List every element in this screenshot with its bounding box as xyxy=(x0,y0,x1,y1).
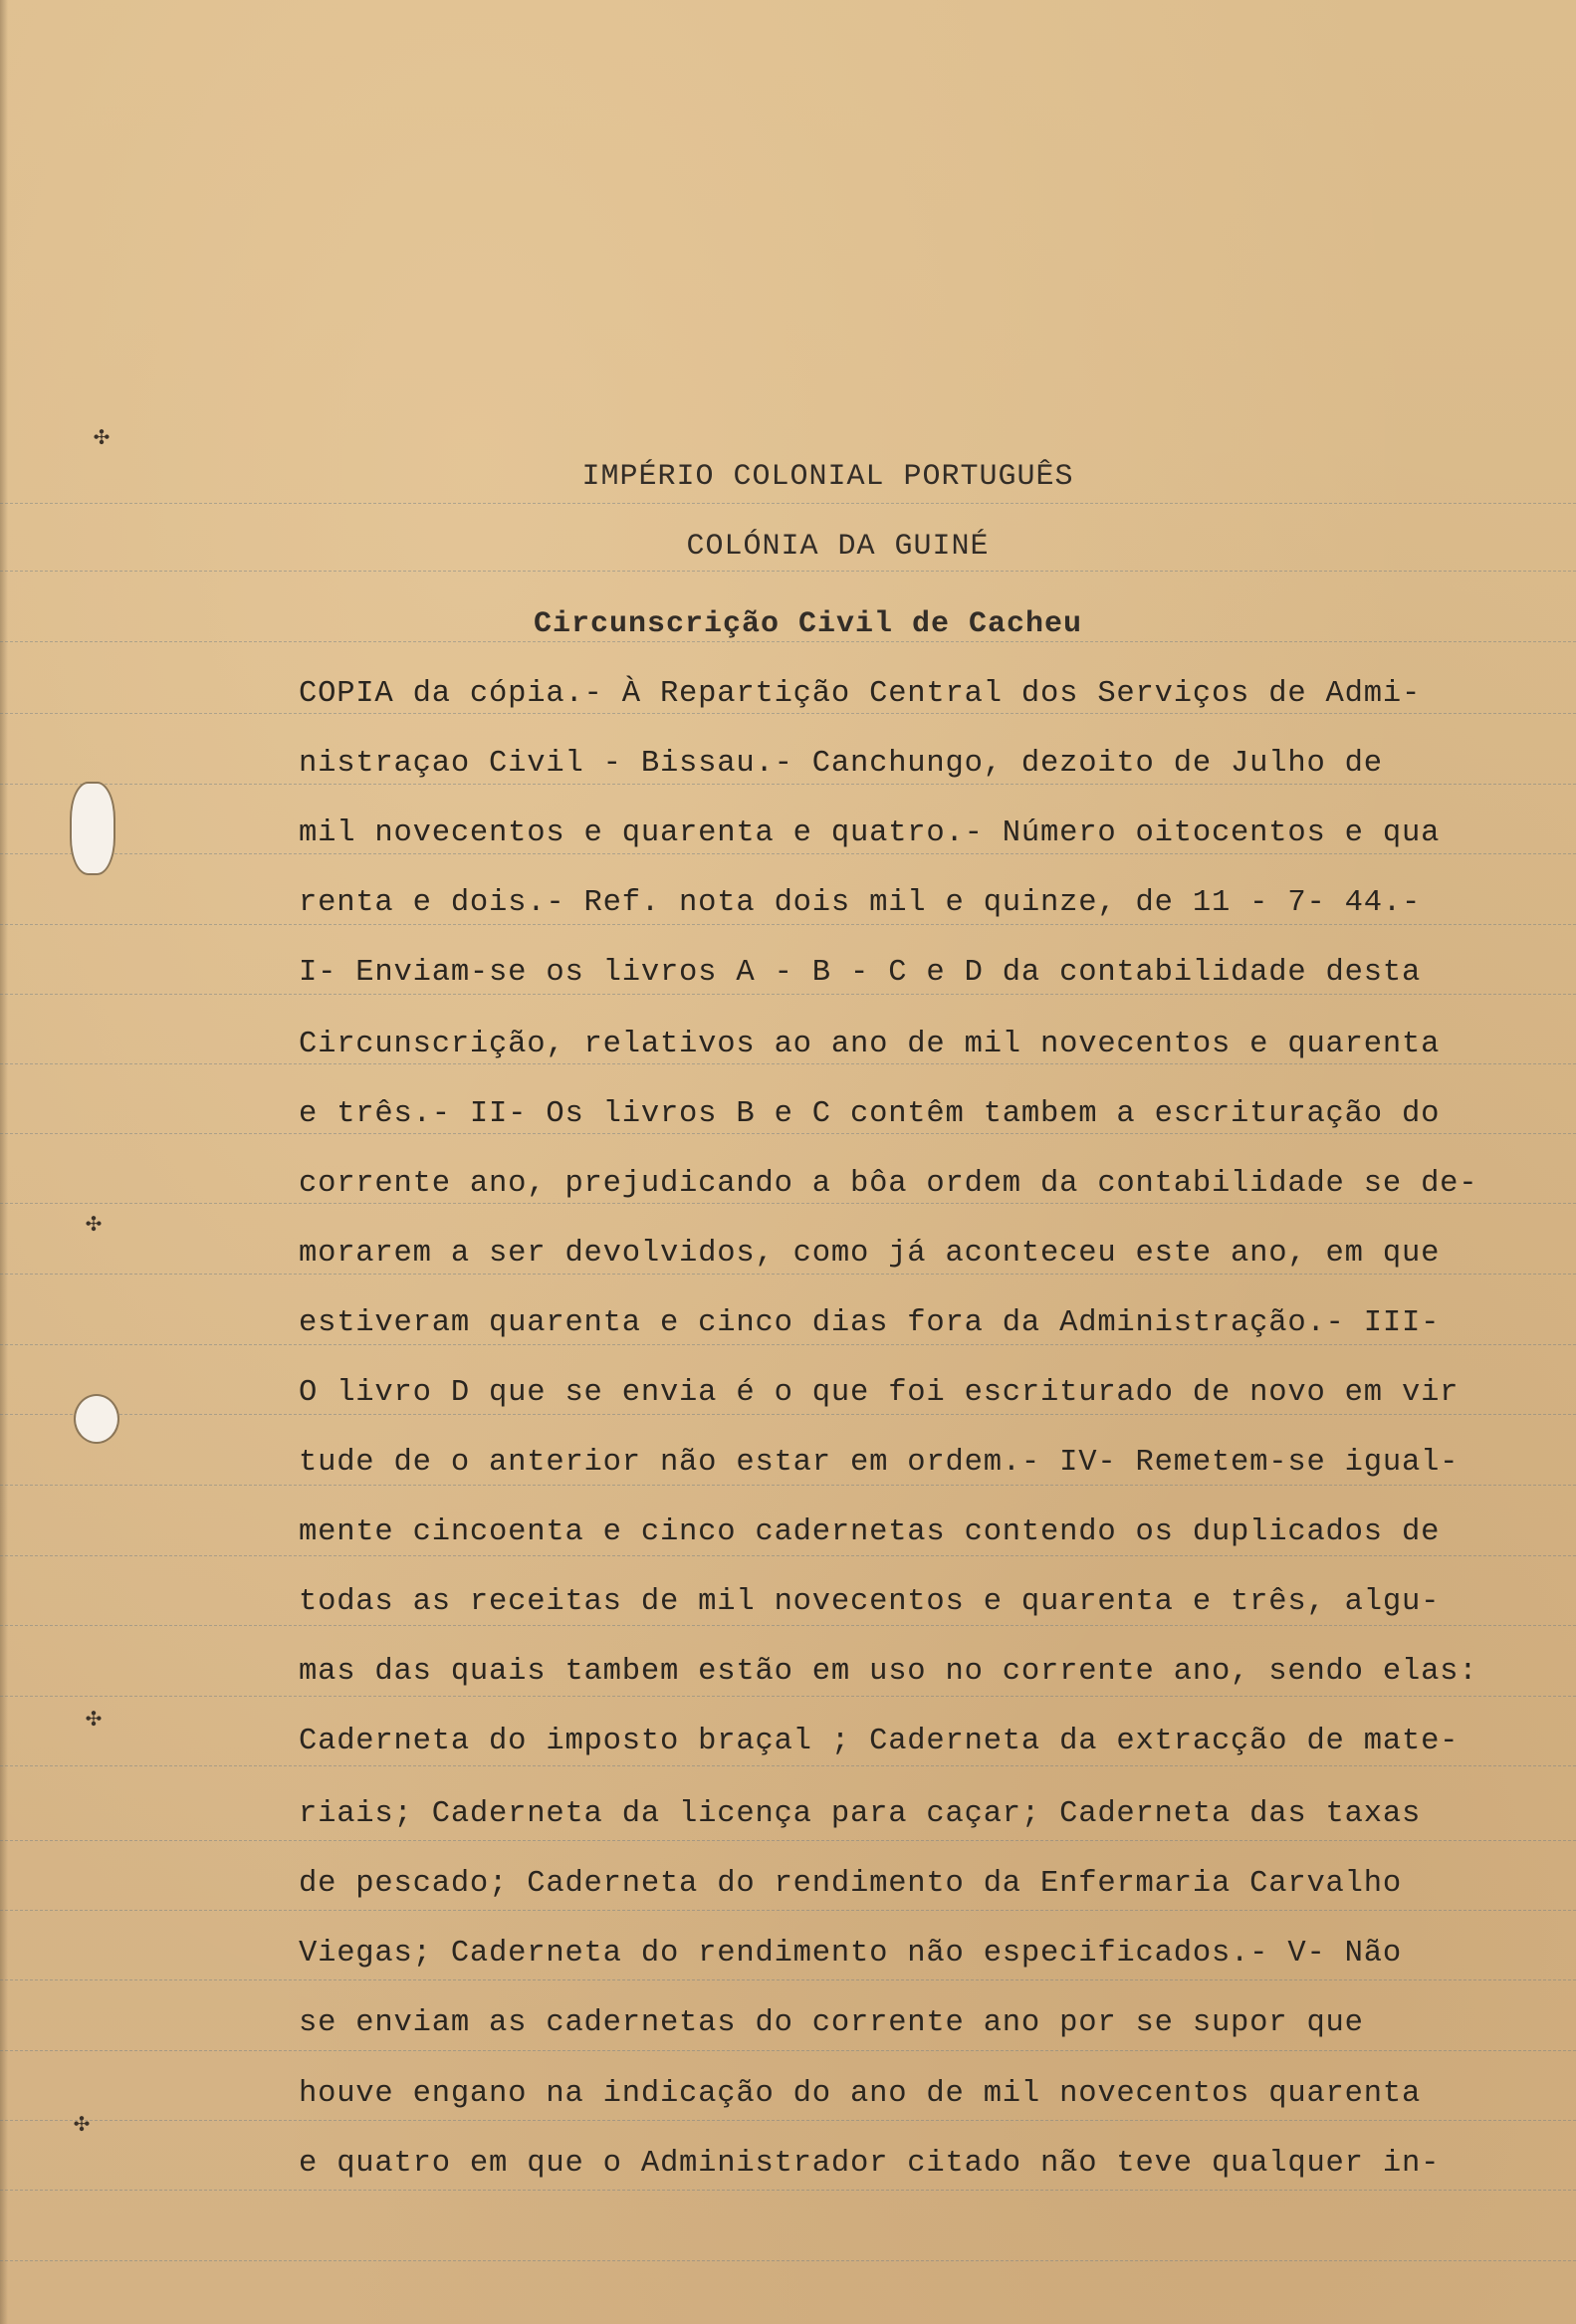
header-circumscription: Circunscrição Civil de Cacheu xyxy=(533,607,1083,641)
text-line: houve engano na indicação do ano de mil novecentos quarenta xyxy=(299,2077,1422,2111)
text-line: tude de o anterior não estar em ordem.- IV- Remetem-se igual- xyxy=(299,1446,1460,1480)
text-line: corrente ano, prejudicando a bôa ordem da contabilidade se de- xyxy=(299,1167,1478,1201)
text-line: mente cincoenta e cinco cadernetas contendo os duplicados de xyxy=(299,1515,1441,1549)
text-line: de pescado; Caderneta do rendimento da Enfermaria Carvalho xyxy=(299,1867,1402,1901)
text-line: e três.- II- Os livros B e C contêm tambem a escrituração do xyxy=(299,1097,1441,1131)
header-colony: COLÓNIA DA GUINÉ xyxy=(686,530,990,564)
text-line: todas as receitas de mil novecentos e quarenta e três, algu- xyxy=(299,1585,1441,1619)
text-line: COPIA da cópia.- À Repartição Central dos Serviços de Admi- xyxy=(299,677,1422,711)
punch-mark-icon: ✣ xyxy=(93,425,111,449)
text-line: O livro D que se envia é o que foi escriturado de novo em vir xyxy=(299,1376,1460,1410)
text-line: mil novecentos e quarenta e quatro.- Número oitocentos e qua xyxy=(299,816,1441,850)
torn-hole xyxy=(70,782,115,875)
header-empire: IMPÉRIO COLONIAL PORTUGUÊS xyxy=(581,460,1074,494)
punch-mark-icon: ✣ xyxy=(85,1212,103,1236)
text-line: Viegas; Caderneta do rendimento não especificados.- V- Não xyxy=(299,1937,1402,1971)
paper-edge-shadow xyxy=(0,0,8,2324)
punch-hole xyxy=(74,1394,119,1444)
text-line: Caderneta do imposto braçal ; Caderneta da extracção de mate- xyxy=(299,1725,1460,1758)
text-line: riais; Caderneta da licença para caçar; Caderneta das taxas xyxy=(299,1797,1422,1831)
punch-mark-icon: ✣ xyxy=(73,2112,91,2136)
text-line: morarem a ser devolvidos, como já aconteceu este ano, em que xyxy=(299,1237,1441,1271)
text-line: renta e dois.- Ref. nota dois mil e quinze, de 11 - 7- 44.- xyxy=(299,886,1422,920)
text-line: se enviam as cadernetas do corrente ano por se supor que xyxy=(299,2006,1364,2040)
text-line: estiveram quarenta e cinco dias fora da Administração.- III- xyxy=(299,1306,1441,1340)
text-line: nistraçao Civil - Bissau.- Canchungo, dezoito de Julho de xyxy=(299,747,1383,781)
text-line: mas das quais tambem estão em uso no corrente ano, sendo elas: xyxy=(299,1655,1478,1689)
text-line: Circunscrição, relativos ao ano de mil novecentos e quarenta xyxy=(299,1028,1441,1061)
punch-mark-icon: ✣ xyxy=(85,1707,103,1731)
text-line: I- Enviam-se os livros A - B - C e D da contabilidade desta xyxy=(299,956,1422,990)
text-line: e quatro em que o Administrador citado não teve qualquer in- xyxy=(299,2147,1441,2181)
